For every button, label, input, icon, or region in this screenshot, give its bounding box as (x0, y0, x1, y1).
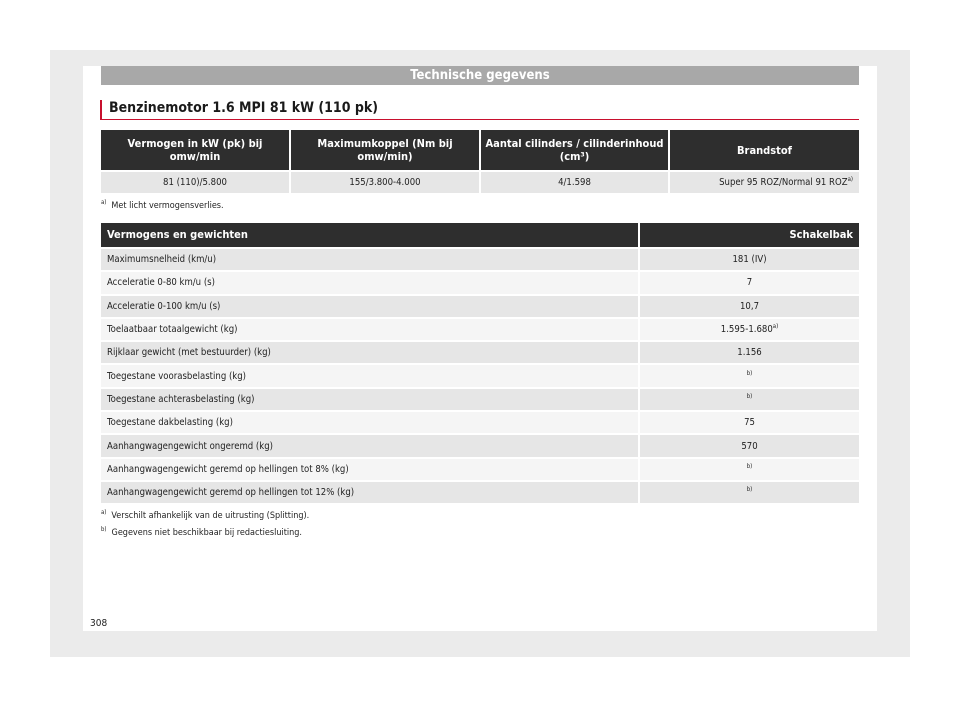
row-label: Maximumsnelheid (km/u) (101, 247, 640, 270)
row-label: Acceleratie 0-80 km/u (s) (101, 270, 640, 293)
table-row (101, 480, 859, 503)
footnote-marker: b) (746, 369, 753, 377)
header-power: Vermogen in kW (pk) bij omw/min (101, 130, 291, 170)
table-row (101, 294, 859, 317)
row-value (640, 294, 859, 317)
row-value (640, 247, 859, 270)
cell-fuel (670, 170, 859, 193)
row-value (640, 480, 859, 503)
table-row (101, 270, 859, 293)
table-row (101, 340, 859, 363)
cell-torque: 155/3.800-4.000 (291, 170, 481, 193)
header-fuel: Brandstof (670, 130, 859, 170)
row-label: Aanhangwagengewicht geremd op hellingen tot 12% (kg) (101, 480, 640, 503)
value-text: 75 (744, 417, 755, 429)
row-label: Rijklaar gewicht (met bestuurder) (kg) (101, 340, 640, 363)
row-label: Toegestane voorasbelasting (kg) (101, 363, 640, 386)
header-gearbox: Schakelbak (640, 223, 859, 247)
table-row (101, 170, 859, 193)
row-value (640, 363, 859, 386)
row-value (640, 433, 859, 456)
page-number: 308 (90, 618, 108, 629)
row-value (640, 340, 859, 363)
engine-title: Benzinemotor 1.6 MPI 81 kW (110 pk) (100, 100, 859, 120)
row-value (640, 387, 859, 410)
row-label: Aanhangwagengewicht ongeremd (kg) (101, 433, 640, 456)
engine-table-header (101, 130, 859, 170)
row-label: Toegestane dakbelasting (kg) (101, 410, 640, 433)
table-row (101, 410, 859, 433)
table-row (101, 433, 859, 456)
value-text: 181 (IV) (732, 254, 767, 266)
row-label: Acceleratie 0-100 km/u (s) (101, 294, 640, 317)
header-torque: Maximumkoppel (Nm bij omw/min) (291, 130, 481, 170)
footnote-text: Verschilt afhankelijk van de uitrusting (Splitting). (111, 511, 310, 521)
footnote-marker: b) (746, 485, 753, 493)
row-label: Aanhangwagengewicht geremd op hellingen tot 8% (kg) (101, 457, 640, 480)
header-cylinders: Aantal cilinders / cilinderinhoud (cm³) (481, 130, 670, 170)
row-label: Toegestane achterasbelasting (kg) (101, 387, 640, 410)
row-value (640, 270, 859, 293)
table-row (101, 317, 859, 340)
value-text: 1.156 (737, 347, 762, 359)
value-text: 570 (741, 440, 758, 452)
footnote-marker: a) (101, 509, 107, 516)
value-text: 7 (746, 277, 753, 289)
engine-table (101, 130, 859, 193)
weights-footnote-b (101, 528, 302, 538)
footnote-marker: b) (746, 392, 753, 400)
table-row (101, 387, 859, 410)
footnote-marker: a) (772, 322, 779, 330)
cell-power: 81 (110)/5.800 (101, 170, 291, 193)
header-weights: Vermogens en gewichten (101, 223, 640, 247)
footnote-text: Met licht vermogensverlies. (111, 201, 224, 211)
footnote-marker: a) (847, 175, 853, 183)
footnote-text: Gegevens niet beschikbaar bij redactiesluiting. (111, 528, 302, 538)
cell-cylinders: 4/1.598 (481, 170, 670, 193)
value-text: 1.595-1.680 (720, 324, 773, 336)
footnote-marker: a) (101, 199, 107, 206)
weights-table (101, 223, 859, 503)
row-label: Toelaatbaar totaalgewicht (kg) (101, 317, 640, 340)
row-value (640, 317, 859, 340)
table-row (101, 363, 859, 386)
row-value (640, 410, 859, 433)
fuel-value: Super 95 ROZ/Normal 91 ROZ (719, 177, 848, 188)
engine-footnote (101, 201, 224, 211)
weights-table-header (101, 223, 859, 247)
table-row (101, 247, 859, 270)
footnote-marker: b) (746, 462, 753, 470)
footnote-marker: b) (101, 526, 107, 533)
weights-footnote-a (101, 511, 309, 521)
table-row (101, 457, 859, 480)
value-text: 10,7 (739, 300, 760, 312)
row-value (640, 457, 859, 480)
section-title: Technische gegevens (101, 66, 859, 85)
